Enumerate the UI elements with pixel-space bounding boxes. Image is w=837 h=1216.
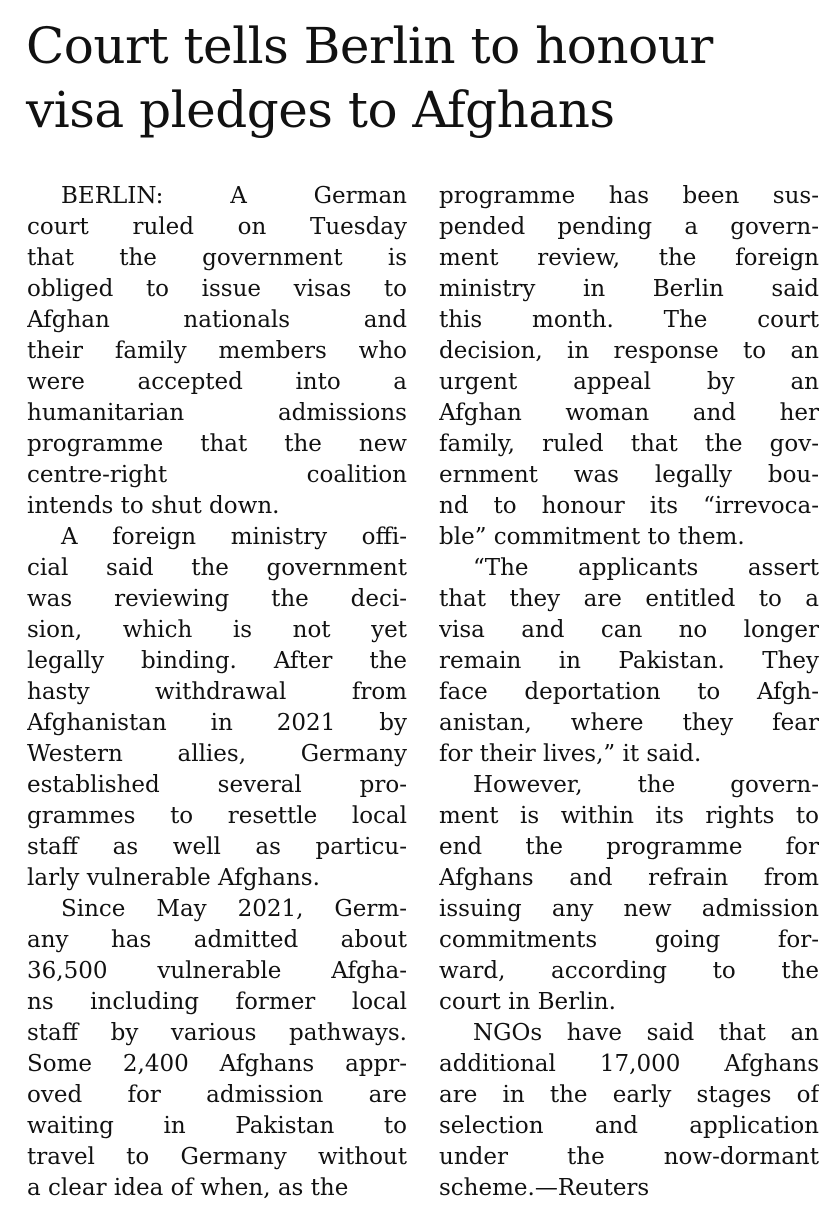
text-line: are in the early stages of [439,1082,819,1108]
text-line: Afghans and refrain from [439,865,819,891]
text-line: ment is within its rights to [439,803,819,829]
text-line: intends to shut down. [27,493,280,519]
text-line: NGOs have said that an [473,1020,819,1046]
text-line: their family members who [27,338,407,364]
text-line: this month. The court [439,307,819,333]
text-line: remain in Pakistan. They [439,648,819,674]
text-line: Since May 2021, Germ- [61,896,407,922]
text-line: Western allies, Germany [27,741,407,767]
text-line: waiting in Pakistan to [27,1113,407,1139]
text-line: legally binding. After the [27,648,407,674]
text-line: issuing any new admission [439,896,819,922]
text-line: nd to honour its “irrevoca- [439,493,819,519]
article-paragraph [439,770,819,1018]
text-line: Afghanistan in 2021 by [27,710,407,736]
text-line: additional 17,000 Afghans [439,1051,819,1077]
article-paragraph [27,522,407,894]
text-line: that the government is [27,245,407,271]
article-paragraph [439,181,819,553]
text-line: face deportation to Afgh- [439,679,819,705]
article-column-left [27,181,407,1204]
text-line: oved for admission are [27,1082,407,1108]
text-line: ministry in Berlin said [439,276,819,302]
text-line: under the now-dormant [439,1144,819,1170]
text-line: decision, in response to an [439,338,819,364]
text-line: staff as well as particu- [27,834,407,860]
headline [26,14,826,142]
text-line: court in Berlin. [439,989,616,1015]
text-line: sion, which is not yet [27,617,407,643]
text-line: However, the govern- [473,772,819,798]
article-paragraph [27,181,407,522]
text-line: anistan, where they fear [439,710,819,736]
text-line: ernment was legally bou- [439,462,819,488]
article-column-right [439,181,819,1204]
text-line: 36,500 vulnerable Afgha- [27,958,407,984]
text-line: established several pro- [27,772,407,798]
text-line: pended pending a govern- [439,214,819,240]
text-line: ment review, the foreign [439,245,819,271]
article-paragraph [27,894,407,1204]
text-line: visa and can no longer [439,617,819,643]
text-line: Afghan nationals and [27,307,407,333]
text-line: urgent appeal by an [439,369,819,395]
text-line: court ruled on Tuesday [27,214,407,240]
text-line: travel to Germany without [27,1144,407,1170]
text-line: commitments going for- [439,927,819,953]
article-paragraph [439,1018,819,1204]
text-line: ward, according to the [439,958,819,984]
text-line: a clear idea of when, as the [27,1175,349,1201]
article-paragraph [439,553,819,770]
text-line: hasty withdrawal from [27,679,407,705]
text-line: programme has been sus- [439,183,819,209]
text-line: family, ruled that the gov- [439,431,819,457]
text-line: Afghan woman and her [439,400,819,426]
text-line: were accepted into a [27,369,407,395]
text-line: programme that the new [27,431,407,457]
text-line: larly vulnerable Afghans. [27,865,320,891]
text-line: selection and application [439,1113,819,1139]
text-line: humanitarian admissions [27,400,407,426]
text-line: A foreign ministry offi- [61,524,407,550]
headline-line: visa pledges to Afghans [26,81,615,139]
text-line: staff by various pathways. [27,1020,407,1046]
text-line: that they are entitled to a [439,586,819,612]
headline-line: Court tells Berlin to honour [26,17,713,75]
text-line: Some 2,400 Afghans appr- [27,1051,407,1077]
text-line: centre-right coalition [27,462,407,488]
text-line: end the programme for [439,834,819,860]
text-line: was reviewing the deci- [27,586,407,612]
text-line: for their lives,” it said. [439,741,702,767]
text-line: ble” commitment to them. [439,524,745,550]
text-line: any has admitted about [27,927,407,953]
text-line: “The applicants assert [473,555,819,581]
text-line: scheme.—Reuters [439,1175,650,1201]
text-line: BERLIN: A German [61,183,407,209]
text-line: ns including former local [27,989,407,1015]
text-line: grammes to resettle local [27,803,407,829]
text-line: obliged to issue visas to [27,276,407,302]
text-line: cial said the government [27,555,407,581]
